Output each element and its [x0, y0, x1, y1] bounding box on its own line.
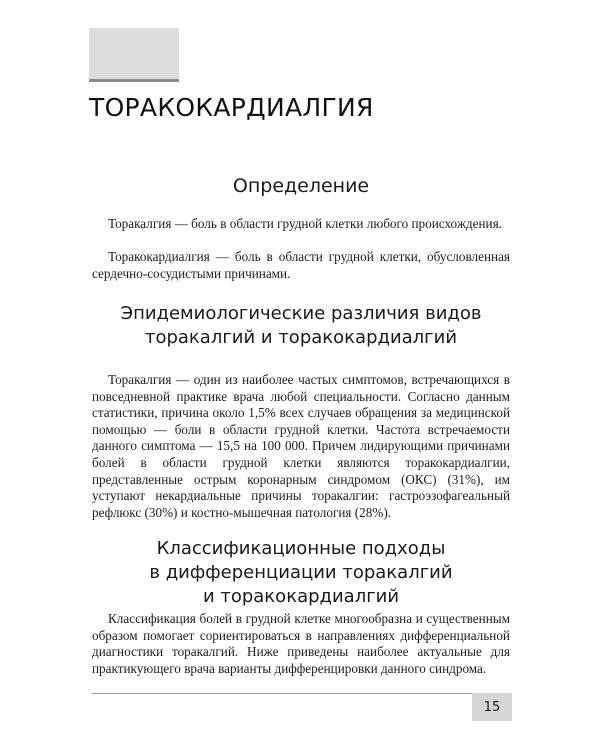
- chapter-title: ТОРАКОКАРДИАЛГИЯ: [89, 93, 374, 122]
- heading-line: и торакокардиалгий: [202, 586, 400, 607]
- paragraph-thoracocardialgia-definition: Торакокардиалгия — боль в области грудной клетки, обусловленная сердечно-сосудистыми причинами.: [92, 249, 510, 281]
- paragraph-classification: Классификация болей в грудной клетке многообразна и существенным образом помогает сориентироваться в направлениях дифференциальной диагностики торакалгий. Ниже приведены наиболее актуальные для практикующего врача варианты дифференцировки данного синдрома.: [92, 611, 510, 676]
- heading-line: Классификационные подходы: [156, 538, 446, 559]
- footer-divider: [92, 693, 472, 694]
- section-heading-epidemiology: [92, 302, 510, 350]
- heading-line: торакалгий и торакокардиалгий: [144, 327, 458, 348]
- section-heading-definition: [92, 175, 510, 197]
- paragraph-epidemiology: Торакалгия — один из наиболее частых симптомов, встречающихся в повседневной практике врача любой специальности. Согласно данным статистики, причина около 1,5% всех случаев обращения за медицинской помощью — боли в области грудной клетки. Частота встречаемости данного симптома — 15,5 на 100 000. Причем лидирующими причинами болей в области грудной клетки являются торакокардиалгии, представленные острым коронарным синдромом (ОКС) (31%), им уступают некардиальные причины торакалгии: гастроэзофагеальный рефлюкс (30%) и костно-мышечная патология (28%).: [92, 372, 510, 520]
- heading-line: Определение: [232, 175, 370, 197]
- heading-line: в дифференциации торакалгий: [149, 562, 453, 583]
- paragraph-thoracalgia-definition: Торакалгия — боль в области грудной клетки любого происхождения.: [108, 216, 502, 231]
- page-number: 15: [472, 693, 512, 721]
- heading-line: Эпидемиологические различия видов: [120, 303, 482, 324]
- section-heading-classification: [92, 537, 510, 609]
- chapter-header-block: [89, 28, 179, 82]
